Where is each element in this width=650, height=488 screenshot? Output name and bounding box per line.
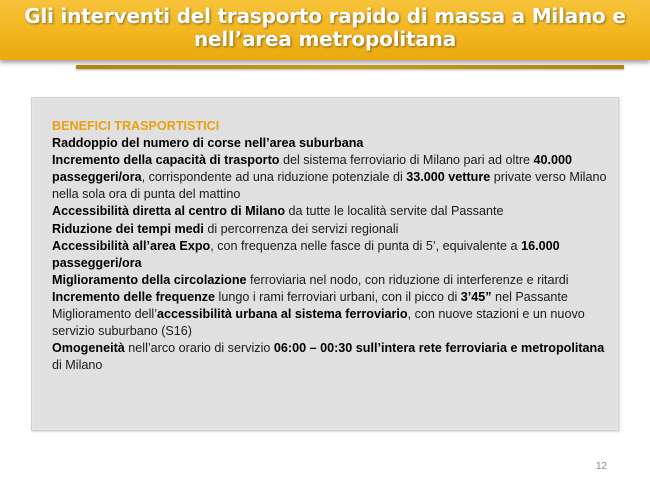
- content-box: [31, 97, 619, 431]
- benefit-text-bold: Accessibilità all’area Expo: [52, 238, 211, 253]
- benefit-item: [52, 203, 607, 220]
- benefit-text: nel Passante: [491, 289, 568, 304]
- benefit-text: ferroviaria nel nodo, con riduzione di interferenze e ritardi: [246, 272, 569, 287]
- benefit-text-bold: Incremento delle frequenze: [52, 289, 216, 304]
- benefit-item: [52, 306, 607, 340]
- page-number: 12: [596, 461, 608, 472]
- benefit-text: , corrispondente ad una riduzione potenziale di: [141, 170, 407, 185]
- benefit-item: [52, 340, 607, 374]
- benefit-text-bold: 33.000 vetture: [406, 170, 491, 185]
- benefit-text: private verso Milano nella sola ora di punta del mattino: [52, 170, 607, 202]
- benefit-text-bold: 06:00 – 00:30 sull’intera rete ferroviaria e metropolitana: [273, 341, 605, 356]
- title-bar: [0, 0, 650, 60]
- benefit-text-bold: Omogeneità: [52, 341, 125, 356]
- benefit-text: del sistema ferroviario di Milano pari ad oltre: [279, 153, 534, 168]
- section-heading: BENEFICI TRASPORTISTICI: [52, 119, 220, 133]
- content-body: [52, 118, 607, 374]
- benefit-item: [52, 135, 607, 152]
- benefit-text: , con nuove stazioni e un nuovo servizio suburbano (S16): [52, 307, 585, 339]
- slide-title: [24, 5, 625, 51]
- benefit-item: [52, 289, 607, 306]
- benefit-text-bold: accessibilità urbana al sistema ferroviario: [157, 307, 408, 322]
- benefit-text: da tutte le località servite dal Passante: [285, 204, 504, 219]
- benefit-text: , con frequenza nelle fasce di punta di 5’, equivalente a: [210, 238, 522, 253]
- benefit-text-bold: Incremento della capacità di trasporto: [52, 153, 280, 168]
- benefit-item: [52, 152, 607, 203]
- benefit-text-bold: Riduzione dei tempi medi: [52, 221, 204, 236]
- benefit-item: [52, 272, 607, 289]
- benefit-text: lungo i rami ferroviari urbani, con il picco di: [215, 289, 461, 304]
- benefit-text-bold: Raddoppio del numero di corse nell’area suburbana: [52, 136, 364, 151]
- benefit-text-bold: Accessibilità diretta al centro di Milano: [52, 204, 286, 219]
- benefit-text: Miglioramento dell’: [52, 307, 157, 322]
- benefit-item: [52, 238, 607, 272]
- slide-title-line-2: nell’area metropolitana: [193, 27, 457, 51]
- benefit-text: nell’arco orario di servizio: [124, 341, 274, 356]
- slide-title-line-1: Gli interventi del trasporto rapido di massa a Milano e: [24, 4, 626, 28]
- benefit-text: di Milano: [52, 358, 103, 373]
- benefit-text-bold: 3’45”: [460, 289, 492, 304]
- benefit-text-bold: 40.000 passeggeri/ora: [52, 153, 573, 185]
- benefit-text-bold: Miglioramento della circolazione: [52, 272, 247, 287]
- benefit-text-bold: 16.000 passeggeri/ora: [52, 238, 560, 270]
- benefit-item: [52, 221, 607, 238]
- benefit-text: di percorrenza dei servizi regionali: [203, 221, 399, 236]
- benefits-list: [52, 135, 607, 374]
- title-divider: [76, 65, 624, 69]
